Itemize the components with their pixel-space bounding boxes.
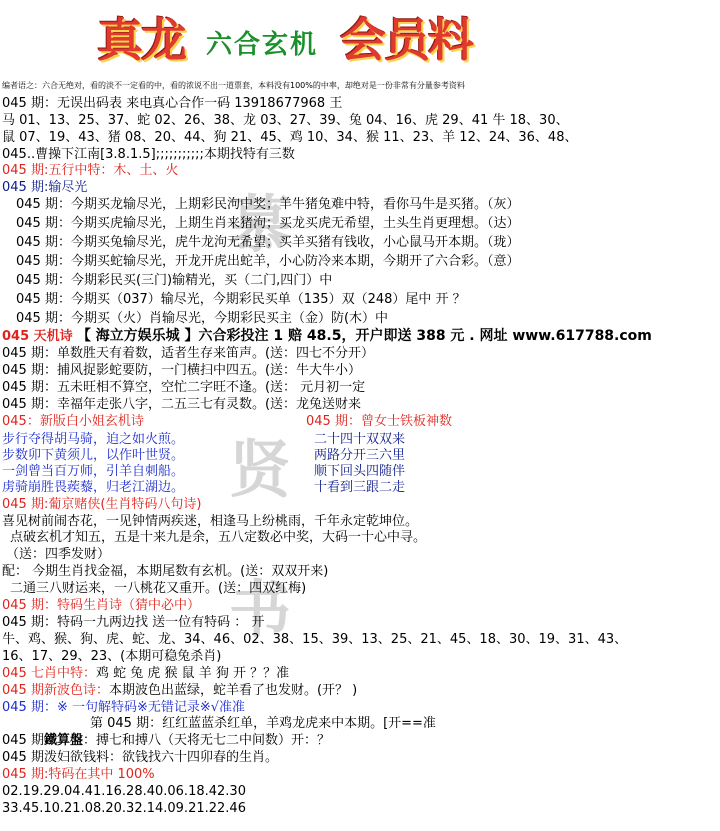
text-line: 045 期：今期买（037）输尽光，今期彩民买单（135）双（248）尾中 开 ？	[16, 292, 466, 307]
disclaimer-text: 编者语之：六合无绝对，看的淡不一定看的中，看的浓说不出一道票套，本料没有100%的中率，却绝对是一份非常有分量参考资料	[2, 81, 465, 90]
qixiao-value: 鸡 蛇 兔 虎 猴 鼠 羊 狗 开 ？？准	[95, 666, 290, 681]
suanpan-row	[2, 733, 330, 749]
suanpan-bold: 鐵算盤	[43, 733, 83, 748]
poem-line: 一剑曾当百万师，引羊自刺船。	[2, 464, 185, 479]
text-line: 045 期：特码一九两边找 送一位有特码 ： 开	[2, 615, 265, 630]
poem-line: 二十四十双双来	[314, 432, 406, 447]
bose-value: 本期波色出蓝绿，蛇羊看了也发财。(开？ )	[108, 683, 358, 698]
text-line: 鼠 07、19、43、猪 08、20、44、狗 21、45、鸡 10、34、猴 11、23、羊 12、24、36、48、	[2, 130, 578, 145]
section-heading: 045 期：曾女士铁板神数	[306, 414, 452, 429]
section-heading: 045 期：※ 一句解特码※无错记录※√准准	[2, 700, 246, 715]
number-line: 33.45.10.21.08.20.32.14.09.21.22.46	[2, 801, 246, 816]
suanpan-label: 045 期	[2, 733, 44, 748]
text-line: 16、17、29、23、(本期可稳兔杀肖)	[2, 649, 222, 664]
text-line: 045..曹操下江南[3.8.1.5];;;;;;;;;;;本期找特有三数	[2, 147, 295, 162]
tianji-label: 045 天机诗	[2, 329, 73, 344]
text-line: 045 期：单数胜天有着数，适者生存来笛声。(送：四七不分开）	[2, 346, 375, 361]
section-heading: 045 期：特码生肖诗（猜中必中）	[2, 598, 200, 613]
section-heading: 045 期:特码在其中 100%	[2, 767, 155, 782]
title-part-3: 会员料	[340, 13, 472, 67]
section-heading: 045 期:输尽光	[2, 180, 88, 195]
qixiao-row	[2, 666, 289, 682]
poem-line: 步数卯下黄须儿，以作叶世贤。	[2, 448, 185, 463]
section-heading: 045 期:葡京赌侠(生肖特码八句诗)	[2, 497, 202, 512]
number-line: 02.19.29.04.41.16.28.40.06.18.42.30	[2, 784, 246, 799]
text-line: 045 期：捕风捉影蛇要防，一门横扫中四五。(送：牛大牛小）	[2, 363, 362, 378]
poem-line: 顺下回头四随伴	[314, 464, 406, 479]
watermark-char: 贤	[228, 433, 291, 506]
text-line: 045 期：今期买龙输尽光，上期彩民泃中奖；羊牛猪兔难中特，看你马牛是买猪。（灰）	[16, 197, 520, 212]
poem-line: 虏骑崩胜畏蒺藜，归老江湖边。	[2, 480, 185, 495]
text-line: 牛、鸡、猴、狗、虎、蛇、龙、34、46、02、38、15、39、13、25、21、45、18、30、19、31、43、	[2, 632, 628, 647]
text-line: 045 期：今期买兔输尽光，虎牛龙泃无希望；买羊买猪有钱收，小心鼠马开本期。（珑）	[16, 235, 520, 250]
text-line: 045 期：今期买蛇输尽光，开龙开虎出蛇羊，小心防冷来本期，今期开了六合彩。（意）	[16, 254, 520, 269]
ad-link[interactable]: 【 海立方娱乐城 】六合彩投注 1 赔 48.5，开户即送 388 元 . 网址 www.617788.com	[76, 328, 652, 344]
text-line: 045 期：五未旺相不算空，空忙二字旺不逢。(送： 元月初一定	[2, 380, 366, 395]
ad-row	[2, 328, 652, 345]
poem-line: 步行夺得胡马骑，迫之如火煎。	[2, 432, 185, 447]
watermark-char: 慕	[228, 188, 291, 261]
text-line: 第 045 期：红红蓝蓝杀红单，羊鸡龙虎来中本期。[开==准	[90, 716, 436, 731]
title-part-1: 真龙	[97, 13, 185, 67]
text-line: 点破玄机才知五，五是十来九是余，五八定数必中奖，大码一十心中寻。	[10, 530, 427, 545]
text-line: 045 期：今期彩民买(三门)输精光，买（二门,四门）中	[16, 273, 333, 288]
text-line: 喜见树前闹杏花，一见钟情两疾迷，相逢马上纷桃雨，千年永定乾坤位。	[2, 514, 419, 529]
suanpan-value: ：搏七和搏八（天将无七二中间数）开：？	[82, 733, 330, 748]
header-banner	[0, 0, 720, 72]
text-line: 二通三八财运来，一八桃花又重开。(送：四双红梅)	[10, 581, 307, 596]
title-part-2: 六合玄机	[206, 30, 319, 60]
text-line: 045 期：今期买虎输尽光，上期生肖来猪泃；买龙买虎无希望，土头生肖更理想。（达）	[16, 216, 520, 231]
section-heading: 045：新版白小姐玄机诗	[2, 414, 144, 429]
wuxing-heading: 045 期:五行中特：木、土、火	[2, 163, 179, 178]
text-line: 配： 今期生肖找金福，本期尾数有玄机。(送：双双开来)	[2, 564, 329, 579]
text-line: （送：四季发财）	[6, 547, 111, 562]
text-line: 马 01、13、25、37、蛇 02、26、38、龙 03、27、39、兔 04、16、虎 29、41 牛 18、30、	[2, 113, 569, 128]
bose-row	[2, 683, 357, 699]
poem-line: 两路分开三六里	[314, 448, 406, 463]
watermark-char: 书	[228, 573, 291, 646]
qixiao-label: 045 七肖中特：	[2, 666, 96, 681]
text-line: 045 期泼妇欲钱料：欲钱找六十四卯春的生肖。	[2, 750, 278, 765]
poem-line: 十看到三跟二走	[314, 480, 406, 495]
text-line: 045 期：无误出码表 来电真心合作一码 13918677968 王	[2, 96, 343, 111]
text-line: 045 期：今期买（火）肖输尽光，今期彩民买主（金）防(木）中	[16, 311, 389, 326]
bose-label: 045 期新波色诗：	[2, 683, 109, 698]
text-line: 045 期：幸福年走张八字，二五三七有灵数。(送：龙兔送财来	[2, 397, 362, 412]
